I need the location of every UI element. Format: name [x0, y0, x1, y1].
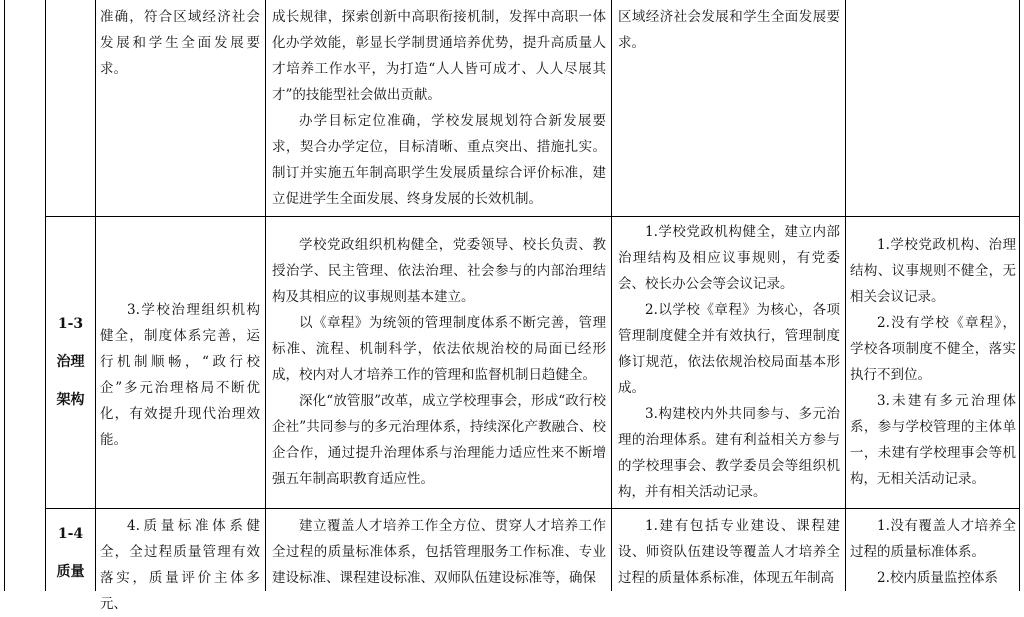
table-column-divider	[265, 0, 266, 591]
row-label-1-4	[46, 515, 95, 591]
table-column-divider	[611, 0, 612, 591]
negative-cell-1-4	[850, 513, 1016, 591]
table-row-divider	[45, 216, 1020, 217]
negative-item: 2.校内质量监控体系	[877, 570, 998, 586]
evidence-item: 3.构建校内外共同参与、多元治理的治理体系。建有利益相关方参与的学校理事会、教学委员会等组织机构，并有相关活动记录。	[618, 406, 840, 500]
table-column-divider	[845, 0, 846, 591]
negative-item: 1.没有覆盖人才培养全过程的质量标准体系。	[850, 518, 1016, 560]
row-name-part: 架构	[56, 392, 85, 408]
row-name-part: 质量	[56, 564, 85, 580]
evidence-item: 1.学校党政机构健全，建立内部治理结构及相应议事规则，有党委会、校长办公会等会议记录。	[618, 224, 840, 292]
table-column-divider	[95, 0, 96, 591]
criterion-text: 准确，符合区域经济社会发展和学生全面发展要求。	[100, 9, 260, 77]
negative-cell-1-3	[850, 232, 1016, 504]
row-code: 1-4	[57, 526, 84, 542]
evidence-cell-1-3	[618, 219, 840, 507]
content-paragraph: 成长规律，探索创新中高职衔接机制，发挥中高职一体化办学效能，彰显长学制贯通培养优势，提升高质量人才培养工作水平，为打造“人人皆可成才、人人尽展其才”的技能型社会做出贡献。	[272, 9, 606, 103]
criterion-cell-1-4	[100, 513, 260, 612]
content-paragraph: 学校党政组织机构健全，党委领导、校长负责、教授治学、民主管理、依法治理、社会参与的内部治理结构及其相应的议事规则基本建立。	[272, 237, 606, 305]
continuation-content-cell	[272, 4, 606, 214]
row-name-part: 治理	[56, 354, 85, 370]
negative-item: 2.没有学校《章程》，学校各项制度不健全，落实执行不到位。	[850, 315, 1016, 383]
content-paragraph: 深化“放管服”改革，成立学校理事会，形成“政行校企社”共同参与的多元治理体系，持续深化产教融合、校企合作，通过提升治理体系与治理能力适应性来不断增强五年制高职教育适应性。	[272, 393, 606, 487]
table-border-right	[1019, 0, 1020, 591]
evidence-item: 1.建有包括专业建设、课程建设、师资队伍建设等覆盖人才培养全过程的质量体系标准，体现五年制高	[618, 518, 840, 586]
evidence-item: 2.以学校《章程》为核心，各项管理制度健全并有效执行，管理制度修订规范，依法依规治校局面基本形成。	[618, 302, 840, 396]
table-border-left	[4, 0, 5, 591]
evidence-cell-1-4	[618, 513, 840, 591]
evidence-text: 区域经济社会发展和学生全面发展要求。	[618, 9, 840, 51]
content-paragraph: 办学目标定位准确，学校发展规划符合新发展要求，契合办学定位，目标清晰、重点突出、措施扎实。制订并实施五年制高职学生发展质量综合评价标准，建立促进学生全面发展、终身发展的长效机制。	[272, 113, 606, 207]
continuation-criterion-cell	[100, 4, 260, 212]
content-cell-1-3	[272, 232, 606, 504]
negative-item: 3.未建有多元治理体系，参与学校管理的主体单一，未建有学校理事会等机构，无相关活动记录。	[850, 393, 1016, 487]
criterion-text: 3.学校治理组织机构健全，制度体系完善，运行机制顺畅，“政行校企”多元治理格局不断优化，有效提升现代治理效能。	[100, 302, 260, 448]
table-row-divider	[45, 508, 1020, 509]
criterion-cell-1-3	[100, 297, 260, 448]
content-cell-1-4	[272, 513, 606, 591]
continuation-evidence-cell	[618, 4, 840, 212]
table-column-divider	[45, 0, 46, 591]
row-code: 1-3	[57, 316, 84, 332]
row-label-1-3	[46, 305, 95, 419]
content-paragraph: 建立覆盖人才培养工作全方位、贯穿人才培养工作全过程的质量标准体系，包括管理服务工作标准、专业建设标准、课程建设标准、双师队伍建设标准等，确保	[272, 518, 606, 586]
criterion-text: 4.质量标准体系健全，全过程质量管理有效落实，质量评价主体多元、	[100, 518, 260, 612]
negative-item: 1.学校党政机构、治理结构、议事规则不健全，无相关会议记录。	[850, 237, 1016, 305]
content-paragraph: 以《章程》为统领的管理制度体系不断完善，管理标准、流程、机制科学，依法依规治校的局面已经形成，校内对人才培养工作的管理和监督机制日趋健全。	[272, 315, 606, 383]
